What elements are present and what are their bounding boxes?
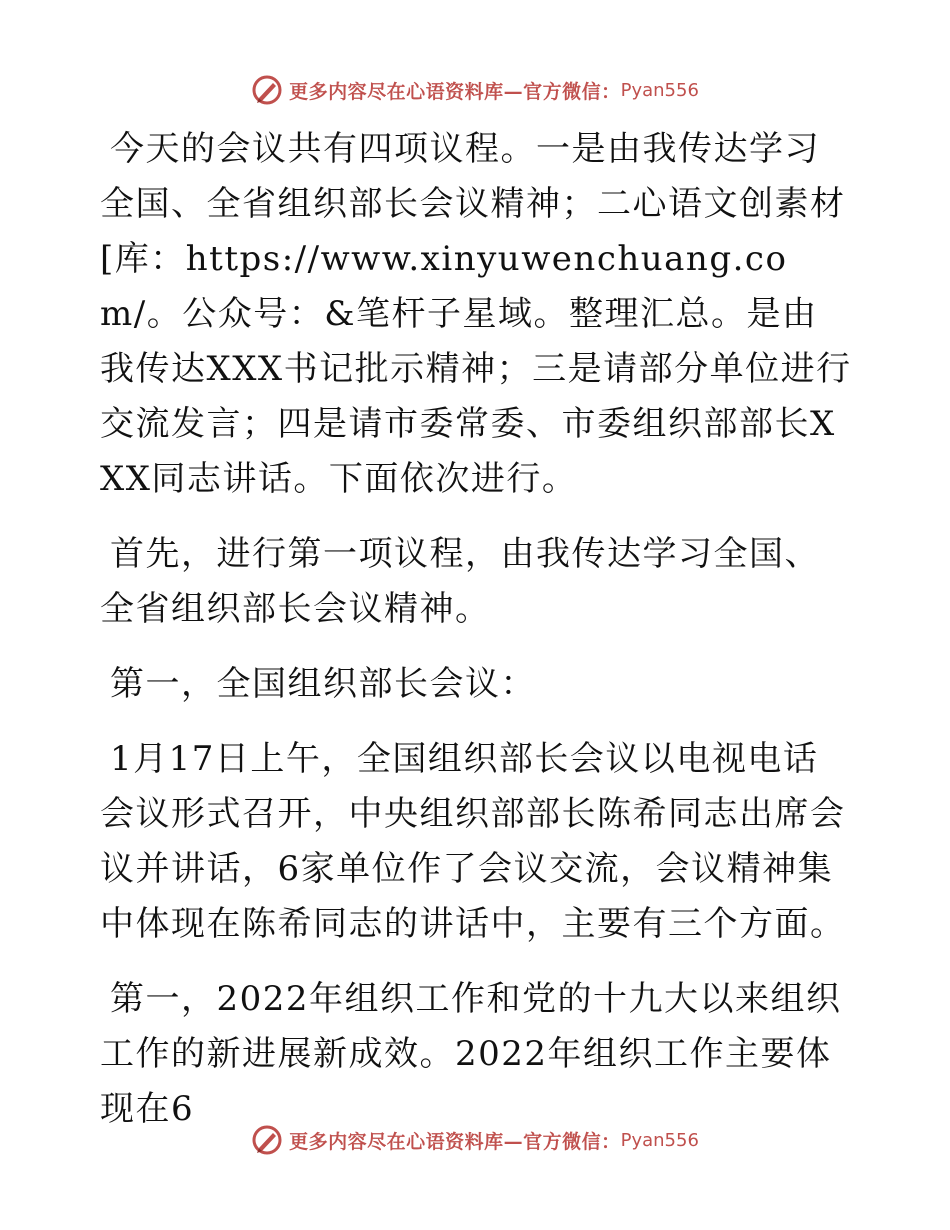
- paragraph-meeting-summary: 1月17日上午，全国组织部长会议以电视电话会议形式召开，中央组织部部长陈希同志出席会议并讲话，6家单位作了会议交流，会议精神集中体现在陈希同志的讲话中，主要有三个方面。: [100, 739, 846, 944]
- paragraph-national-heading: 第一，全国组织部长会议：: [110, 664, 536, 704]
- wechat-id: Pyan556: [620, 79, 699, 101]
- paragraph-first-item: 首先，进行第一项议程，由我传达学习全国、全省组织部长会议精神。: [100, 534, 820, 629]
- promo-text: 更多内容尽在心语资料库—官方微信：: [289, 1130, 621, 1153]
- document-body: [100, 122, 852, 1157]
- header-banner: [0, 70, 950, 110]
- footer-banner: [0, 1120, 950, 1160]
- wechat-id: Pyan556: [620, 1129, 699, 1151]
- paragraph-first-point: 第一，2022年组织工作和党的十九大以来组织工作的新进展新成效。2022年组织工作主要体现在6: [100, 979, 842, 1129]
- paragraph-agenda: 今天的会议共有四项议程。一是由我传达学习全国、全省组织部长会议精神；二心语文创素材[库：https://www.xinyuwenchuang.com/。公众号：&笔杆子星域。整理汇总。是由我传达XXX书记批示精神；三是请部分单位进行交流发言；四是请市委常委、市委组织部部长XXX同志讲话。下面依次进行。: [100, 129, 852, 499]
- red-pen-circle-logo-icon: [251, 74, 283, 106]
- red-pen-circle-logo-icon: [251, 1124, 283, 1156]
- promo-text: 更多内容尽在心语资料库—官方微信：: [289, 80, 621, 103]
